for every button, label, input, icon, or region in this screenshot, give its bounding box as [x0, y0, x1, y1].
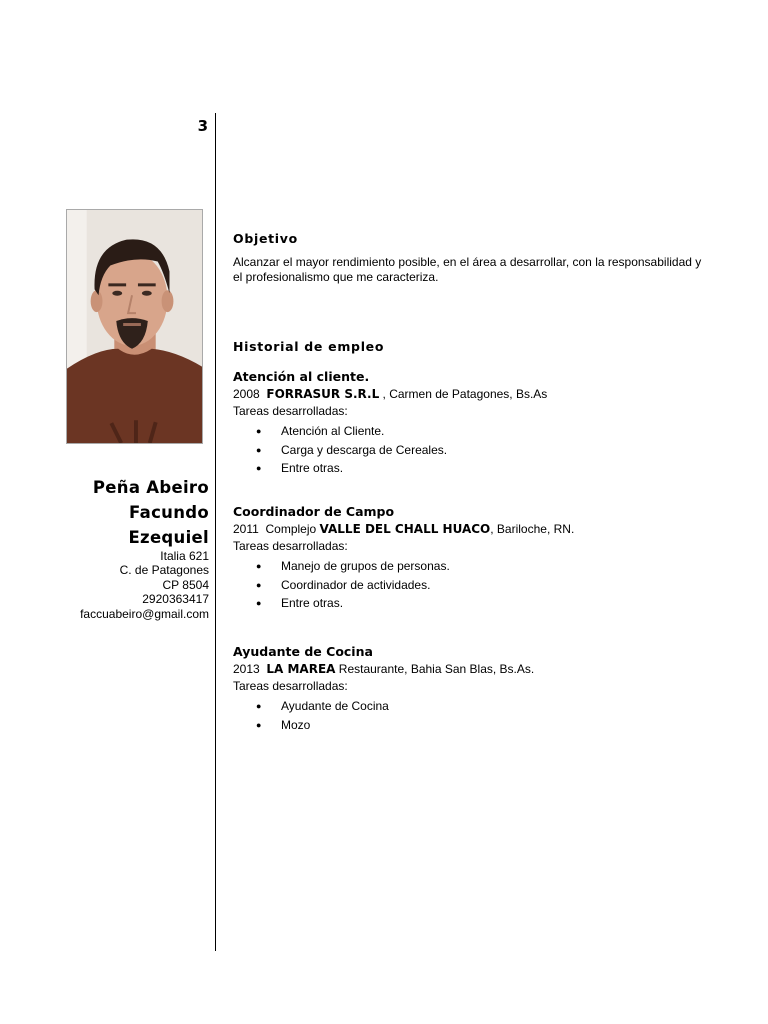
- job-title: Coordinador de Campo: [233, 504, 395, 519]
- phone-number: 2920363417: [142, 592, 209, 607]
- list-item: ● Carga y descarga de Cereales.: [233, 441, 733, 460]
- bullet-icon: ●: [256, 463, 262, 473]
- job-year: 2011: [233, 522, 259, 536]
- list-item: ● Ayudante de Cocina: [233, 697, 733, 716]
- job-details: [233, 386, 733, 403]
- job-year: 2008: [233, 387, 260, 401]
- bullet-icon: ●: [256, 579, 262, 590]
- task-list: [233, 422, 733, 478]
- address-street: Italia 621: [160, 549, 209, 563]
- company-name: LA MAREA: [266, 662, 336, 676]
- job-details: [233, 521, 733, 538]
- bullet-icon: ●: [256, 444, 262, 455]
- address-city: C. de Patagones: [119, 563, 209, 578]
- contact-info: [80, 549, 209, 621]
- vertical-divider: [215, 113, 216, 951]
- objective-text: Alcanzar el mayor rendimiento posible, en el área a desarrollar, con la responsabilidad y el profesionalismo que me caracteriza.: [233, 255, 702, 284]
- profile-photo: [66, 209, 203, 444]
- list-item: ● Entre otras.: [233, 459, 733, 478]
- job-year: 2013: [233, 662, 260, 676]
- job-location: , Bariloche, RN.: [490, 522, 575, 536]
- job-entry: [233, 368, 733, 478]
- name-line: Facundo: [129, 503, 209, 522]
- candidate-name: [93, 475, 209, 550]
- task-list: [233, 557, 733, 613]
- email-address: faccuabeiro@gmail.com: [80, 606, 209, 621]
- employment-heading: Historial de empleo: [233, 339, 385, 354]
- name-line: Peña Abeiro: [92, 478, 209, 497]
- bullet-icon: ●: [256, 561, 262, 571]
- list-item: ● Coordinador de actividades.: [233, 576, 733, 595]
- job-location: Restaurante, Bahia San Blas, Bs.As.: [335, 662, 535, 676]
- page-number: 3: [197, 117, 208, 135]
- tasks-label: Tareas desarrolladas:: [233, 539, 348, 553]
- list-item: ● Mozo: [233, 716, 733, 735]
- postal-code: CP 8504: [162, 577, 209, 592]
- list-item: ● Manejo de grupos de personas.: [233, 557, 733, 576]
- objective-heading: Objetivo: [233, 231, 298, 246]
- list-item: ● Entre otras.: [233, 594, 733, 613]
- bullet-icon: ●: [256, 719, 262, 730]
- bullet-icon: ●: [256, 701, 262, 711]
- task-list: [233, 697, 733, 734]
- job-title: Ayudante de Cocina: [233, 644, 373, 659]
- tasks-label: Tareas desarrolladas:: [233, 679, 348, 693]
- bullet-icon: ●: [256, 598, 262, 608]
- company-prefix: Complejo: [265, 522, 320, 536]
- bullet-icon: ●: [256, 426, 262, 436]
- list-item: ● Atención al Cliente.: [233, 422, 733, 441]
- name-line: Ezequiel: [128, 528, 209, 547]
- job-details: [233, 661, 733, 678]
- company-name: VALLE DEL CHALL HUACO: [319, 522, 491, 536]
- job-location: , Carmen de Patagones, Bs.As: [379, 387, 548, 401]
- tasks-label: Tareas desarrolladas:: [233, 404, 348, 418]
- job-entry: [233, 503, 733, 613]
- job-entry: [233, 643, 733, 734]
- company-name: FORRASUR S.R.L: [266, 387, 380, 401]
- job-title: Atención al cliente.: [233, 369, 370, 384]
